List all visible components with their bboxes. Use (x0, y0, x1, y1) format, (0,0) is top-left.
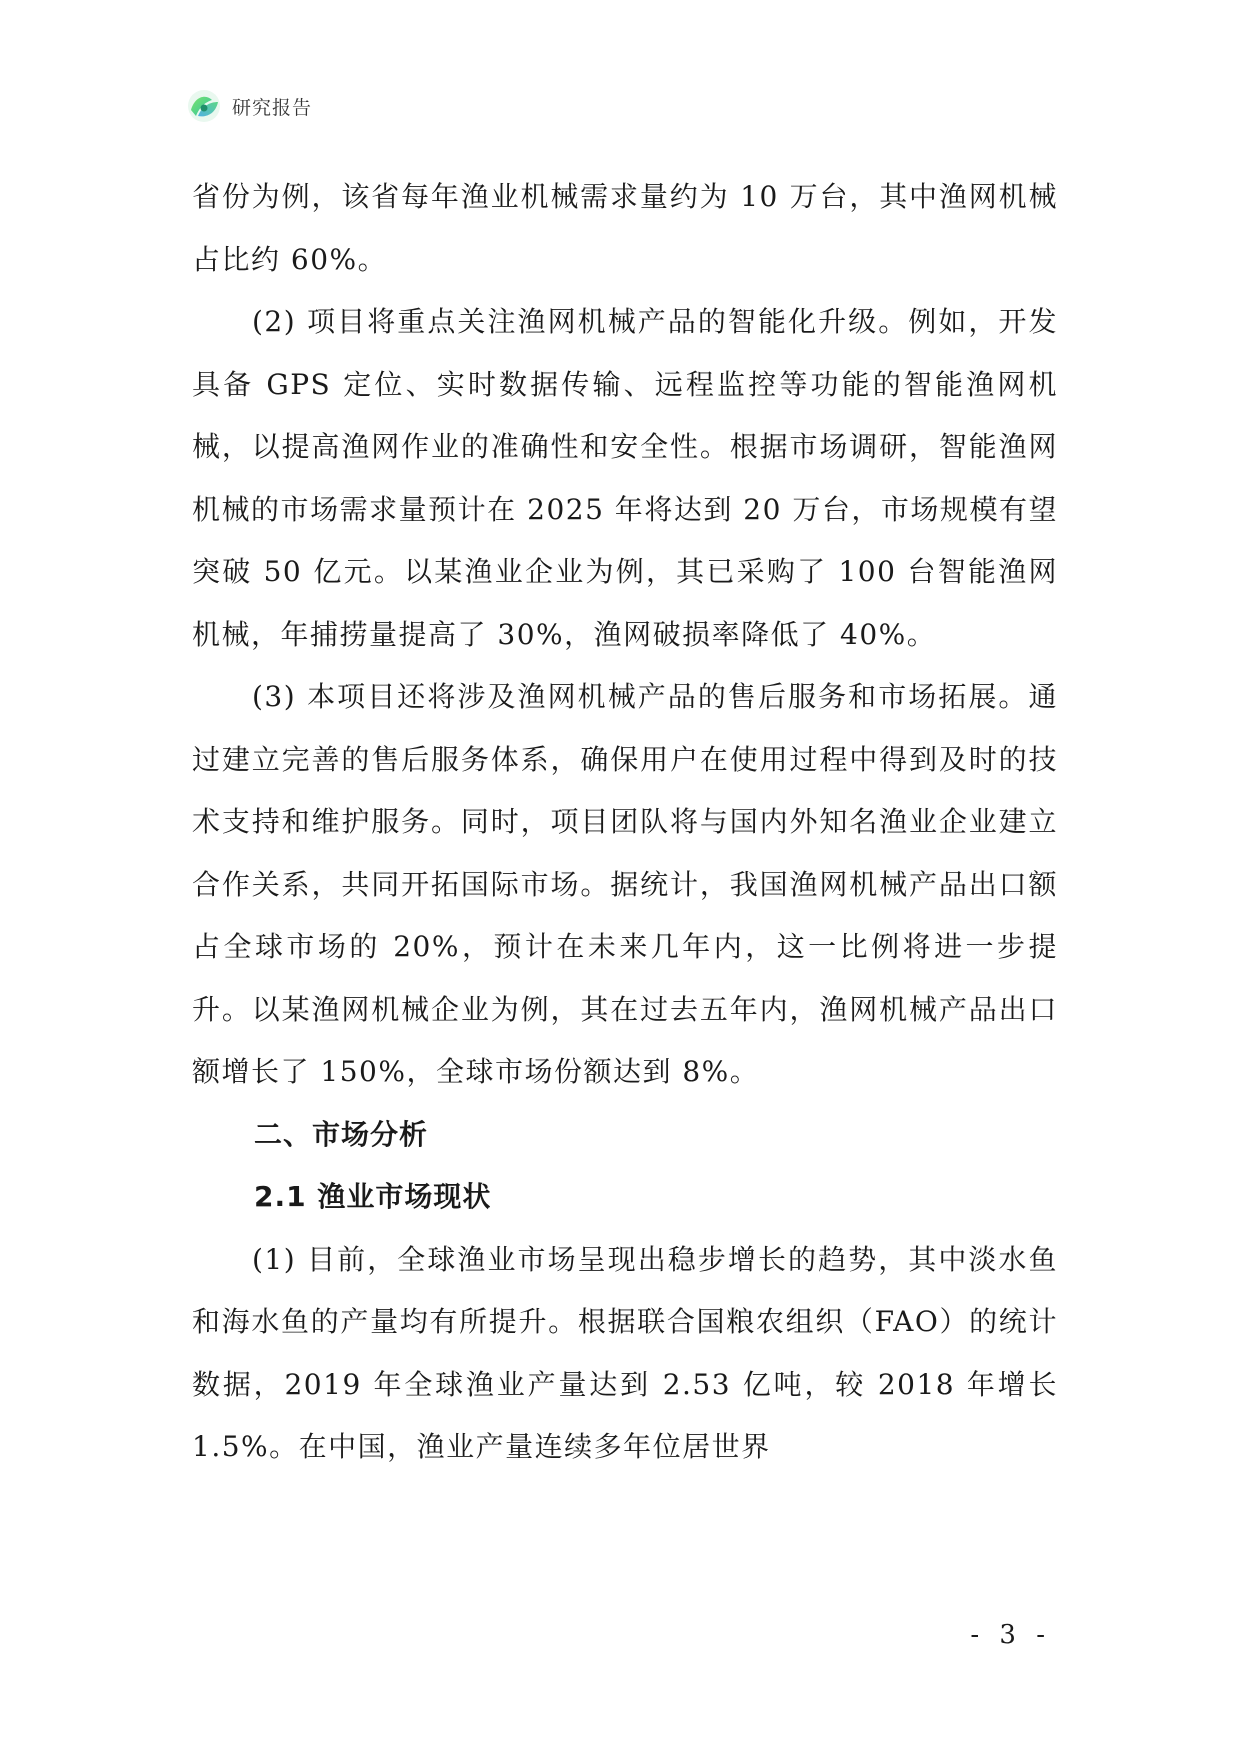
header-title: 研究报告 (232, 96, 313, 119)
paragraph-item-2: (2) 项目将重点关注渔网机械产品的智能化升级。例如，开发具备 GPS 定位、实时数据传输、远程监控等功能的智能渔网机械，以提高渔网作业的准确性和安全性。根据市场调研，智能渔网机械的市场需求量预计在 2025 年将达到 20 万台，市场规模有望突破 50 亿元。以某渔业企业为例，其已采购了 100 台智能渔网机械，年捕捞量提高了 30%，渔网破损率降低了 40%。 (192, 305, 1058, 651)
paragraph-continued: 省份为例，该省每年渔业机械需求量约为 10 万台，其中渔网机械占比约 60%。 (192, 180, 1058, 276)
section-heading: 二、市场分析 (254, 1117, 429, 1151)
subsection-heading: 2.1 渔业市场现状 (254, 1180, 492, 1213)
paragraph-item-3: (3) 本项目还将涉及渔网机械产品的售后服务和市场拓展。通过建立完善的售后服务体系，确保用户在使用过程中得到及时的技术支持和维护服务。同时，项目团队将与国内外知名渔业企业建立合作关系，共同开拓国际市场。据统计，我国渔网机械产品出口额占全球市场的 20%，预计在未来几年内，这一比例将进一步提升。以某渔网机械企业为例，其在过去五年内，渔网机械产品出口额增长了 150%，全球市场份额达到 8%。 (192, 680, 1058, 1088)
document-body (192, 166, 1058, 1479)
gradient-leaf-logo-icon (186, 88, 222, 124)
page-number: - 3 - (970, 1620, 1051, 1650)
report-header (186, 86, 312, 126)
paragraph-market-1: (1) 目前，全球渔业市场呈现出稳步增长的趋势，其中淡水鱼和海水鱼的产量均有所提升。根据联合国粮农组织（FAO）的统计数据，2019 年全球渔业产量达到 2.53 亿吨，较 2018 年增长 1.5%。在中国，渔业产量连续多年位居世界 (192, 1242, 1058, 1463)
